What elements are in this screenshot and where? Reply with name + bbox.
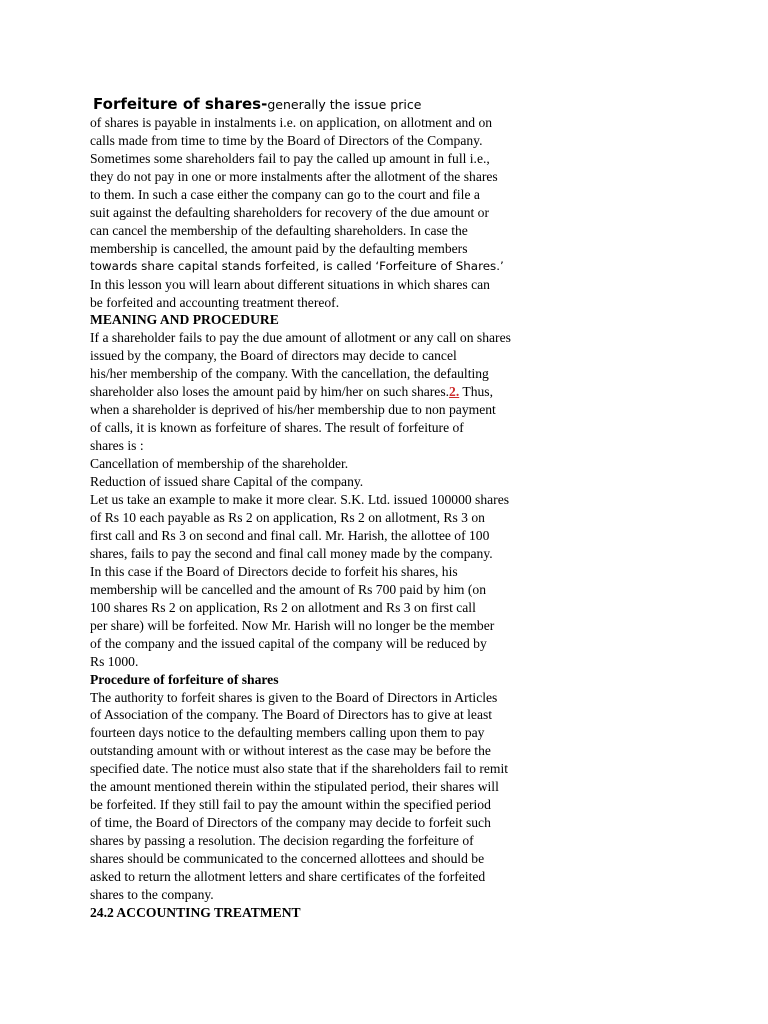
section-title: Forfeiture of shares- xyxy=(93,95,268,113)
text-line: of the company and the issued capital of the company will be reduced by xyxy=(90,635,487,651)
text-line: shares is : xyxy=(90,438,144,454)
text-line: membership will be cancelled and the amount of Rs 700 paid by him (on xyxy=(90,581,487,597)
text-line: In this lesson you will learn about different situations in which shares can xyxy=(90,276,490,292)
text-line: specified date. The notice must also state that if the shareholders fail to remit xyxy=(90,761,509,777)
text-line: calls made from time to time by the Board of Directors of the Company. xyxy=(90,132,483,148)
text-line: they do not pay in one or more instalments after the allotment of the shares xyxy=(90,168,498,184)
text-line: be forfeited and accounting treatment thereof. xyxy=(90,294,340,310)
text-line: In this case if the Board of Directors decide to forfeit his shares, his xyxy=(90,563,458,579)
text-line: of Rs 10 each payable as Rs 2 on application, Rs 2 on allotment, Rs 3 on xyxy=(90,509,485,525)
text-line: The authority to forfeit shares is given to the Board of Directors in Articles xyxy=(90,689,498,705)
text-line: when a shareholder is deprived of his/her membership due to non payment xyxy=(90,402,496,418)
text-line: suit against the defaulting shareholders for recovery of the due amount or xyxy=(90,204,489,220)
document-body xyxy=(90,95,690,922)
text-line: issued by the company, the Board of directors may decide to cancel xyxy=(90,348,457,364)
text-line: the amount mentioned therein within the stipulated period, their shares will xyxy=(90,779,499,795)
text-line: of calls, it is known as forfeiture of shares. The result of forfeiture of xyxy=(90,420,464,436)
text-line: per share) will be forfeited. Now Mr. Harish will no longer be the member xyxy=(90,617,495,633)
text-line: 100 shares Rs 2 on application, Rs 2 on allotment and Rs 3 on first call xyxy=(90,599,476,615)
text-line: asked to return the allotment letters and share certificates of the forfeited xyxy=(90,869,486,885)
text-line: shares to the company. xyxy=(90,886,214,902)
text-line: be forfeited. If they still fail to pay the amount within the specified period xyxy=(90,797,491,813)
text-segment: shareholder also loses the amount paid by him/her on such shares. xyxy=(90,384,450,400)
text-line: Sometimes some shareholders fail to pay the called up amount in full i.e., xyxy=(90,150,490,166)
text-line xyxy=(90,383,690,401)
title-continuation: generally the issue price xyxy=(267,97,422,112)
text-line: membership is cancelled, the amount paid by the defaulting members xyxy=(90,240,468,256)
text-line: of Association of the company. The Board of Directors has to give at least xyxy=(90,707,493,723)
text-line: to them. In such a case either the company can go to the court and file a xyxy=(90,186,480,202)
heading-procedure: Procedure of forfeiture of shares xyxy=(90,671,279,687)
text-line: can cancel the membership of the defaulting shareholders. In case the xyxy=(90,222,468,238)
procedure-paragraph xyxy=(90,689,690,904)
text-line: Rs 1000. xyxy=(90,653,139,669)
text-line: of shares is payable in instalments i.e. on application, on allotment and on xyxy=(90,115,493,130)
text-line: of time, the Board of Directors of the company may decide to forfeit such xyxy=(90,815,491,831)
text-line: fourteen days notice to the defaulting members calling upon them to pay xyxy=(90,725,485,741)
text-line: shares by passing a resolution. The decision regarding the forfeiture of xyxy=(90,833,474,849)
result-item: Reduction of issued share Capital of the company. xyxy=(90,474,364,490)
text-line: outstanding amount with or without interest as the case may be before the xyxy=(90,743,491,759)
footnote-reference-link[interactable]: 2. xyxy=(449,384,460,400)
text-line: If a shareholder fails to pay the due amount of allotment or any call on shares xyxy=(90,330,511,346)
intro-paragraph xyxy=(90,114,690,311)
heading-accounting-treatment: 24.2 ACCOUNTING TREATMENT xyxy=(90,904,301,920)
text-line: Let us take an example to make it more clear. S.K. Ltd. issued 100000 shares xyxy=(90,492,510,508)
text-line: shares should be communicated to the concerned allottees and should be xyxy=(90,851,485,867)
meaning-paragraph xyxy=(90,329,690,670)
text-line: his/her membership of the company. With the cancellation, the defaulting xyxy=(90,366,489,382)
result-item: Cancellation of membership of the shareholder. xyxy=(90,456,349,472)
title-line xyxy=(90,95,690,114)
text-segment: Thus, xyxy=(459,384,493,400)
text-line: first call and Rs 3 on second and final call. Mr. Harish, the allottee of 100 xyxy=(90,527,490,543)
text-line: shares, fails to pay the second and final call money made by the company. xyxy=(90,545,493,561)
definition-line: towards share capital stands forfeited, is called ‘Forfeiture of Shares.’ xyxy=(90,258,504,273)
heading-meaning-procedure: MEANING AND PROCEDURE xyxy=(90,312,279,328)
